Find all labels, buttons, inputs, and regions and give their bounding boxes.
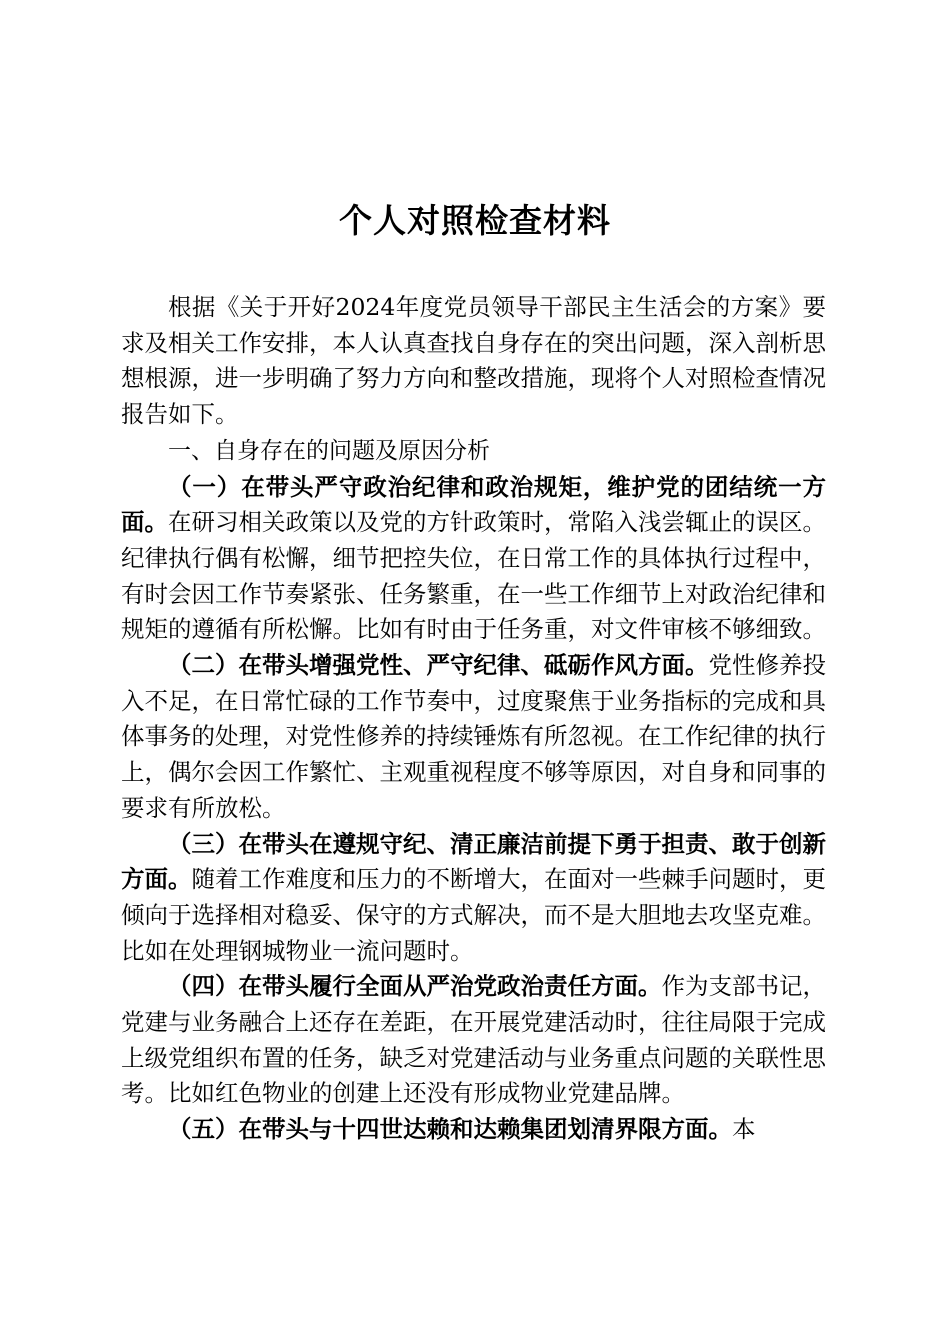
item-heading-3: （三）在带头在遵规守纪、清正廉洁前提下勇于担责、敢于创新方面。 bbox=[121, 829, 826, 894]
item-paragraph-5 bbox=[121, 1112, 826, 1148]
item-paragraph-1 bbox=[121, 470, 826, 649]
item-paragraph-4 bbox=[121, 969, 826, 1112]
item-heading-4: （四）在带头履行全面从严治党政治责任方面。 bbox=[168, 972, 662, 1001]
document-body bbox=[121, 290, 826, 1148]
intro-paragraph: 根据《关于开好2024年度党员领导干部民主生活会的方案》要求及相关工作安排，本人认真查找自身存在的突出问题，深入剖析思想根源，进一步明确了努力方向和整改措施，现将个人对照检查情况报告如下。 bbox=[121, 293, 826, 429]
item-body-5: 本 bbox=[732, 1115, 756, 1144]
item-body-4: 作为支部书记，党建与业务融合上还存在差距，在开展党建活动时，往往局限于完成上级党组织布置的任务，缺乏对党建活动与业务重点问题的关联性思考。比如红色物业的创建上还没有形成物业党建品牌。 bbox=[121, 972, 826, 1108]
item-paragraph-2 bbox=[121, 648, 826, 827]
item-body-3: 随着工作难度和压力的不断增大，在面对一些棘手问题时，更倾向于选择相对稳妥、保守的方式解决，而不是大胆地去攻坚克难。比如在处理钢城物业一流问题时。 bbox=[121, 865, 826, 965]
item-body-2: 党性修养投入不足，在日常忙碌的工作节奏中，过度聚焦于业务指标的完成和具体事务的处理，对党性修养的持续锤炼有所忽视。在工作纪律的执行上，偶尔会因工作繁忙、主观重视程度不够等原因，对自身和同事的要求有所放松。 bbox=[121, 651, 826, 822]
item-heading-5: （五）在带头与十四世达赖和达赖集团划清界限方面。 bbox=[168, 1115, 732, 1144]
item-heading-1: （一）在带头严守政治纪律和政治规矩，维护党的团结统一方面。 bbox=[121, 472, 826, 537]
item-paragraph-3 bbox=[121, 827, 826, 970]
section-heading bbox=[121, 433, 826, 470]
item-heading-2: （二）在带头增强党性、严守纪律、砥砺作风方面。 bbox=[168, 651, 709, 680]
section-heading-text: 一、自身存在的问题及原因分析 bbox=[168, 437, 490, 464]
item-body-1: 在研习相关政策以及党的方针政策时，常陷入浅尝辄止的误区。纪律执行偶有松懈，细节把控失位，在日常工作的具体执行过程中，有时会因工作节奏紧张、任务繁重，在一些工作细节上对政治纪律和规矩的遵循有所松懈。比如有时由于任务重，对文件审核不够细致。 bbox=[121, 508, 826, 644]
document-title: 个人对照检查材料 bbox=[339, 201, 611, 240]
